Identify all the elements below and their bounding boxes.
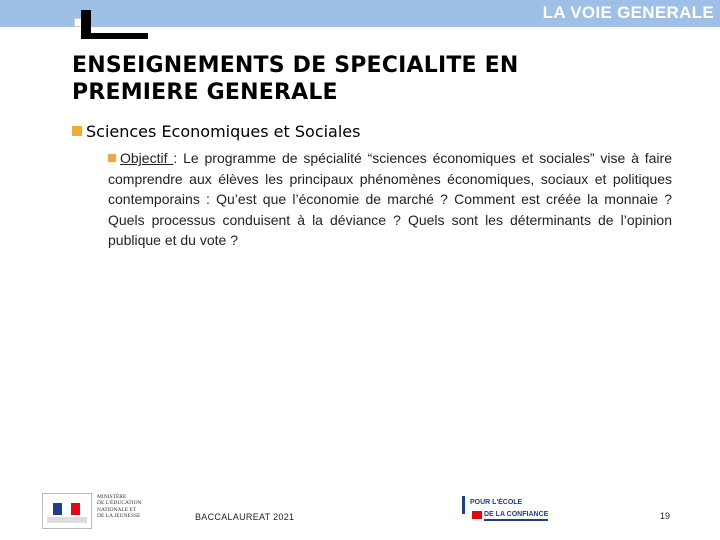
- header-label: LA VOIE GENERALE: [542, 3, 714, 22]
- section-heading: [72, 122, 360, 142]
- slogan-line1: POUR L'ÉCOLE: [470, 499, 523, 506]
- page-title: [72, 52, 672, 106]
- ministry-text: MINISTÈRE DE L'ÉDUCATION NATIONALE ET DE LA JEUNESSE: [97, 494, 142, 519]
- page-title-line2: PREMIERE GENERALE: [72, 80, 338, 105]
- footer-center-text: BACCALAUREAT 2021: [195, 512, 295, 522]
- objective-label: Objectif: [120, 150, 174, 166]
- republique-francaise-logo: [42, 493, 92, 529]
- header-band: [0, 0, 720, 27]
- square-bullet-icon: [72, 126, 82, 136]
- objective-text: : Le programme de spécialité “sciences économiques et sociales” vise à faire comprendre aux élèves les principaux phénomènes économiques, sociaux et politiques contemporains : Qu’est que l’économie de marché ? Comment est créée la monnaie ? Quels processus conduisent à la déviance ? Quels sont les déterminants de l’opinion publique et du vote ?: [108, 150, 672, 248]
- section-heading-text: Sciences Economiques et Sociales: [86, 122, 361, 141]
- ministry-logo: [42, 493, 152, 527]
- page-title-line1: ENSEIGNEMENTS DE SPECIALITE EN: [72, 53, 519, 78]
- french-flag-icon: [53, 502, 81, 514]
- slogan-line2: DE LA CONFIANCE: [484, 511, 548, 521]
- objective-paragraph: [108, 148, 672, 251]
- slogan-logo: [462, 496, 552, 526]
- page-number: 19: [660, 511, 671, 521]
- square-bullet-icon: [108, 154, 116, 162]
